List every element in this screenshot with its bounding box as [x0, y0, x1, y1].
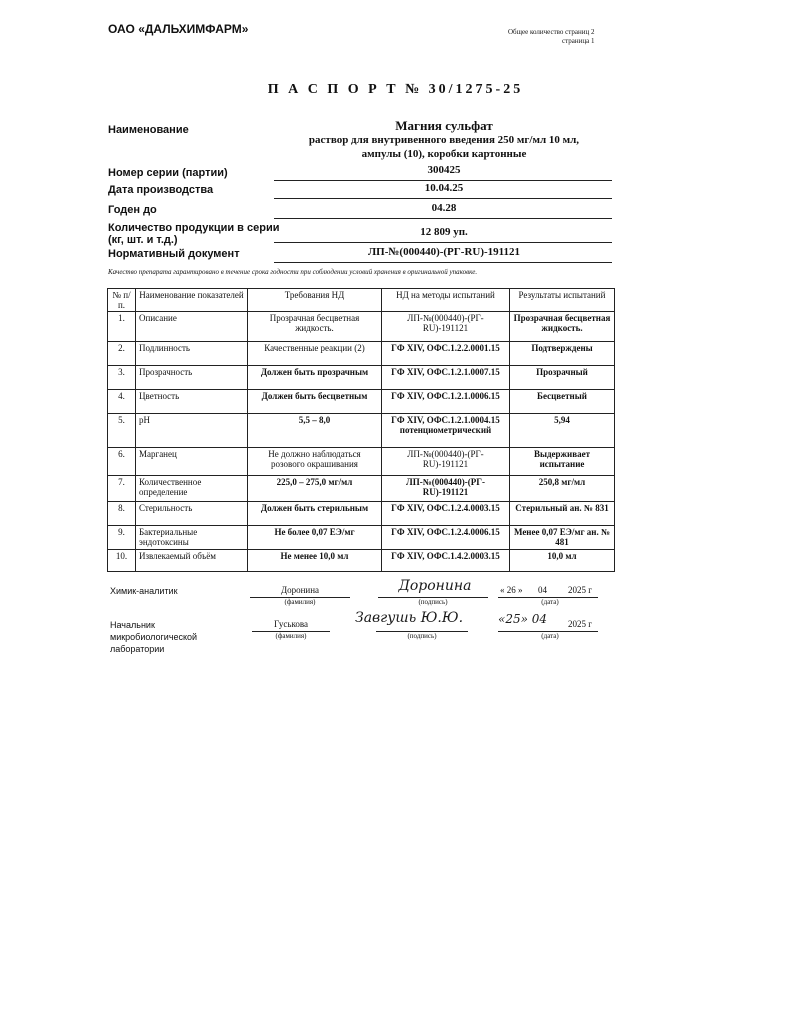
row-number: 4.	[108, 390, 136, 414]
row-requirement: Прозрачная бесцветная жидкость.	[248, 312, 382, 342]
qty-label-line1: Количество продукции в серии	[108, 222, 280, 234]
row-number: 7.	[108, 476, 136, 502]
chemist-surname-caption: (фамилия)	[284, 598, 316, 606]
total-pages: Общее количество страниц 2	[508, 28, 595, 36]
row-method: ЛП-№(000440)-(РГ-RU)-191121	[382, 448, 510, 476]
page-counter	[508, 28, 595, 46]
head-signature: Завгушь Ю.Ю.	[354, 610, 464, 626]
row-requirement: Должен быть стерильным	[248, 502, 382, 526]
date-underline	[274, 198, 612, 199]
table-row	[108, 342, 615, 366]
head-date: «25» 04	[498, 612, 548, 626]
expiry-value: 04.28	[431, 202, 457, 214]
header-methods: НД на методы испытаний	[382, 289, 510, 312]
chemist-year: 2025 г	[568, 585, 592, 595]
row-requirement: Не менее 10,0 мл	[248, 550, 382, 572]
series-value: 300425	[427, 164, 461, 176]
row-indicator: Подлинность	[136, 342, 248, 366]
qty-label-line2: (кг, шт. и т.д.)	[108, 234, 178, 246]
head-label-line2: микробиологической	[110, 632, 198, 642]
row-indicator: Извлекаемый объём	[136, 550, 248, 572]
name-label: Наименование	[108, 124, 189, 136]
row-method: ГФ XIV, ОФС.1.4.2.0003.15	[382, 550, 510, 572]
chemist-day: « 26 »	[500, 585, 523, 595]
row-result: 250,8 мг/мл	[510, 476, 615, 502]
qty-underline	[274, 242, 612, 243]
row-method: ГФ XIV, ОФС.1.2.1.0004.15 потенциометрический	[382, 414, 510, 448]
table-row	[108, 550, 615, 572]
row-indicator: Прозрачность	[136, 366, 248, 390]
table-row	[108, 414, 615, 448]
table-row	[108, 366, 615, 390]
head-label-line3: лаборатории	[110, 644, 165, 654]
row-requirement: 225,0 – 275,0 мг/мл	[248, 476, 382, 502]
row-indicator: Описание	[136, 312, 248, 342]
company-name: ОАО «ДАЛЬХИМФАРМ»	[108, 22, 249, 36]
row-result: Стерильный ан. № 831	[510, 502, 615, 526]
row-result: Выдерживает испытание	[510, 448, 615, 476]
row-method: ГФ XIV, ОФС.1.2.4.0006.15	[382, 526, 510, 550]
row-number: 9.	[108, 526, 136, 550]
row-number: 1.	[108, 312, 136, 342]
chemist-signature: Доронина	[398, 578, 472, 594]
table-header-row	[108, 289, 615, 312]
table-row	[108, 312, 615, 342]
head-surname: Гуськова	[273, 619, 308, 629]
row-requirement: Должен быть бесцветным	[248, 390, 382, 414]
row-method: ГФ XIV, ОФС.1.2.2.0001.15	[382, 342, 510, 366]
expiry-underline	[274, 218, 612, 219]
header-indicator: Наименование показателей	[136, 289, 248, 312]
current-page: страница 1	[562, 37, 595, 45]
row-number: 2.	[108, 342, 136, 366]
head-sign-caption: (подпись)	[407, 632, 437, 640]
row-indicator: Марганец	[136, 448, 248, 476]
row-method: ГФ XIV, ОФС.1.2.1.0007.15	[382, 366, 510, 390]
row-result: Прозрачный	[510, 366, 615, 390]
document-title: П А С П О Р Т № 30/1275-25	[267, 82, 524, 97]
row-method: ГФ XIV, ОФС.1.2.4.0003.15	[382, 502, 510, 526]
head-surname-caption: (фамилия)	[275, 632, 307, 640]
row-indicator: Бактериальные эндотоксины	[136, 526, 248, 550]
header-requirements: Требования НД	[248, 289, 382, 312]
name-desc-line2: ампулы (10), коробки картонные	[361, 148, 527, 160]
header-results: Результаты испытаний	[510, 289, 615, 312]
table-row	[108, 502, 615, 526]
row-indicator: Стерильность	[136, 502, 248, 526]
table-row	[108, 526, 615, 550]
date-label: Дата производства	[108, 184, 214, 196]
date-value: 10.04.25	[424, 182, 464, 194]
row-requirement: Должен быть прозрачным	[248, 366, 382, 390]
table-row	[108, 476, 615, 502]
row-result: Прозрачная бесцветная жидкость.	[510, 312, 615, 342]
row-indicator: Количественное определение	[136, 476, 248, 502]
chemist-sign-caption: (подпись)	[418, 598, 448, 606]
row-number: 8.	[108, 502, 136, 526]
row-indicator: pH	[136, 414, 248, 448]
row-requirement: Качественные реакции (2)	[248, 342, 382, 366]
qty-value: 12 809 уп.	[420, 226, 468, 238]
row-result: 10,0 мл	[510, 550, 615, 572]
row-result: Подтверждены	[510, 342, 615, 366]
head-date-caption: (дата)	[541, 632, 559, 640]
chemist-month: 04	[538, 585, 547, 595]
header-number: № п/п.	[108, 289, 136, 312]
test-results-table	[107, 288, 615, 572]
row-requirement: Не более 0,07 ЕЭ/мг	[248, 526, 382, 550]
row-requirement: 5,5 – 8,0	[248, 414, 382, 448]
row-method: ГФ XIV, ОФС.1.2.1.0006.15	[382, 390, 510, 414]
row-requirement: Не должно наблюдаться розового окрашивания	[248, 448, 382, 476]
expiry-label: Годен до	[108, 204, 157, 216]
row-number: 5.	[108, 414, 136, 448]
head-label-line1: Начальник	[110, 620, 155, 630]
row-result: Менее 0,07 ЕЭ/мг ан. № 481	[510, 526, 615, 550]
row-method: ЛП-№(000440)-(РГ-RU)-191121	[382, 312, 510, 342]
head-year: 2025 г	[568, 619, 592, 629]
norm-doc-underline	[274, 262, 612, 263]
name-desc-line1: раствор для внутривенного введения 250 мг/мл 10 мл,	[308, 134, 580, 146]
row-result: 5,94	[510, 414, 615, 448]
name-value: Магния сульфат	[395, 118, 493, 133]
series-underline	[274, 180, 612, 181]
quality-note: Качество препарата гарантировано в течение срока годности при соблюдении условий хранения в оригинальной упаковке.	[108, 268, 478, 276]
series-label: Номер серии (партии)	[108, 167, 228, 179]
chemist-date-caption: (дата)	[541, 598, 559, 606]
row-number: 10.	[108, 550, 136, 572]
row-method: ЛП-№(000440)-(РГ-RU)-191121	[382, 476, 510, 502]
row-result: Бесцветный	[510, 390, 615, 414]
norm-doc-value: ЛП-№(000440)-(РГ-RU)-191121	[367, 246, 521, 258]
row-number: 3.	[108, 366, 136, 390]
row-number: 6.	[108, 448, 136, 476]
chemist-label: Химик-аналитик	[110, 586, 178, 596]
table-row	[108, 390, 615, 414]
chemist-surname: Доронина	[280, 585, 320, 595]
norm-doc-label: Нормативный документ	[108, 248, 240, 260]
row-indicator: Цветность	[136, 390, 248, 414]
table-row	[108, 448, 615, 476]
